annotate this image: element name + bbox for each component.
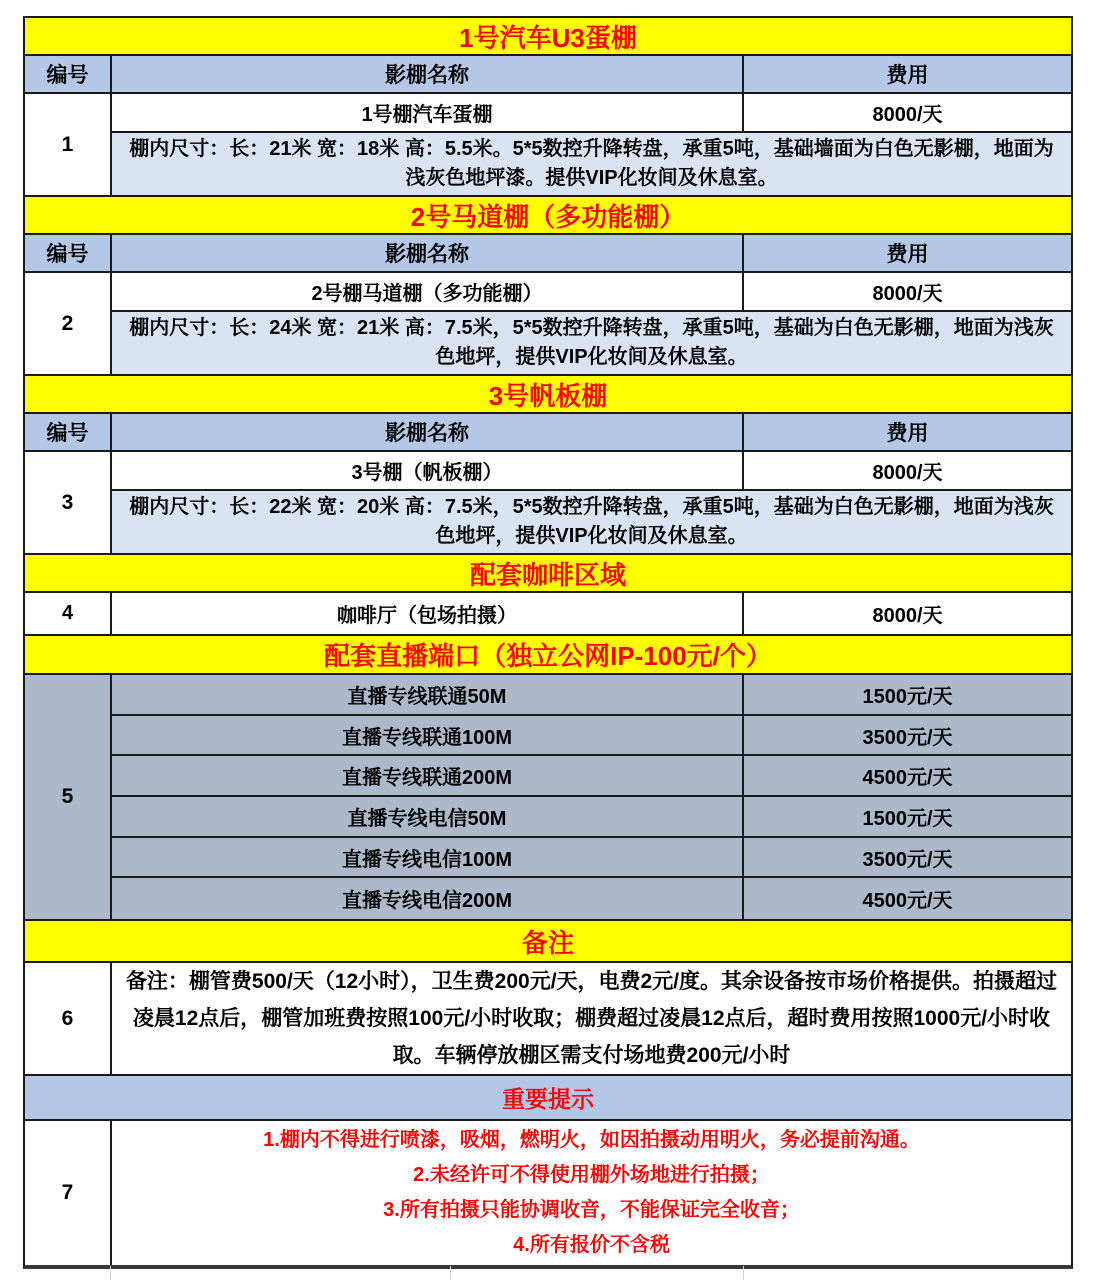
notice-line: 3.所有拍摄只能协调收音，不能保证完全收音；: [383, 1199, 800, 1221]
studio-description: 棚内尺寸：长：24米 宽：21米 高：7.5米，5*5数控升降转盘，承重5吨，基础为白色无影棚，地面为浅灰色地坪，提供VIP化妆间及休息室。: [112, 312, 1071, 374]
section-title-text: 配套直播端口（独立公网IP-100元/个）: [324, 641, 772, 671]
column-header-row: [25, 56, 1071, 94]
section-title-notes: [25, 921, 1071, 963]
broadband-row: [112, 716, 1071, 757]
row-number: 5: [25, 675, 112, 919]
coffee-name: 咖啡厅（包场拍摄）: [112, 593, 744, 634]
section-title-text: 重要提示: [502, 1086, 594, 1112]
row-number: 6: [25, 963, 112, 1074]
section-title-text: 配套咖啡区域: [469, 559, 626, 590]
column-header-row: [25, 235, 1071, 273]
section-title-important: [25, 1076, 1071, 1121]
row-number: 2: [25, 273, 112, 374]
studio3-body: [25, 452, 1071, 555]
section-title-text: 备注: [521, 927, 574, 958]
broadband-price: 4500元/天: [862, 767, 953, 790]
broadband-name: 直播专线电信100M: [112, 838, 744, 877]
col-header-price: 费用: [886, 422, 929, 445]
row-number: 4: [25, 593, 112, 634]
col-header-id: 编号: [25, 56, 112, 92]
col-header-id: 编号: [25, 235, 112, 271]
spreadsheet-gridline: [110, 1266, 111, 1280]
broadband-price: 4500元/天: [862, 890, 953, 913]
broadband-body: [25, 675, 1071, 921]
section-title-studio1: [25, 18, 1071, 56]
section-title-text: 2号马道棚（多功能棚）: [410, 201, 686, 232]
broadband-name: 直播专线电信200M: [112, 878, 744, 919]
col-header-name: 影棚名称: [112, 56, 744, 92]
col-header-price: 费用: [886, 64, 929, 87]
broadband-row: [112, 838, 1071, 879]
col-header-name: 影棚名称: [112, 235, 744, 271]
notice-line: 4.所有报价不含税: [513, 1234, 670, 1256]
column-header-row: [25, 414, 1071, 452]
studio-price: 8000/天: [872, 283, 943, 305]
broadband-row: [112, 797, 1071, 838]
studio-name: 2号棚马道棚（多功能棚）: [112, 273, 744, 310]
row-number: 1: [25, 94, 112, 195]
notes-body: [25, 963, 1071, 1076]
notes-text: 备注：棚管费500/天（12小时），卫生费200元/天，电费2元/度。其余设备按市场价格提供。拍摄超过凌晨12点后，棚管加班费按照100元/小时收取；棚费超过凌晨12点后，超时费用按照1000元/小时收取。车辆停放棚区需支付场地费200元/小时: [112, 963, 1071, 1074]
row-number: 7: [25, 1121, 112, 1265]
studio-name: 3号棚（帆板棚）: [112, 452, 744, 489]
spreadsheet-gridline: [450, 1266, 451, 1280]
broadband-name: 直播专线联通200M: [112, 756, 744, 795]
broadband-row: [112, 878, 1071, 919]
coffee-row: [25, 593, 1071, 636]
broadband-name: 直播专线联通100M: [112, 716, 744, 755]
col-header-id: 编号: [25, 414, 112, 450]
important-body: [25, 1121, 1071, 1265]
notice-line: 2.未经许可不得使用棚外场地进行拍摄；: [413, 1164, 770, 1186]
section-title-studio3: [25, 376, 1071, 414]
coffee-price: 8000/天: [872, 605, 943, 627]
section-title-text: 3号帆板棚: [488, 380, 608, 411]
broadband-name: 直播专线电信50M: [112, 797, 744, 836]
studio1-body: [25, 94, 1071, 197]
col-header-name: 影棚名称: [112, 414, 744, 450]
spreadsheet-gridline: [743, 1266, 744, 1280]
section-title-studio2: [25, 197, 1071, 235]
studio-price: 8000/天: [872, 104, 943, 126]
section-title-broadband: [25, 636, 1071, 675]
col-header-price: 费用: [886, 243, 929, 266]
studio-description: 棚内尺寸：长：22米 宽：20米 高：7.5米，5*5数控升降转盘，承重5吨，基础为白色无影棚，地面为浅灰色地坪，提供VIP化妆间及休息室。: [112, 491, 1071, 553]
section-title-text: 1号汽车U3蛋棚: [459, 22, 637, 53]
studio-price: 8000/天: [872, 462, 943, 484]
broadband-row: [112, 756, 1071, 797]
broadband-price: 1500元/天: [862, 685, 953, 708]
important-notice: [112, 1121, 1071, 1265]
broadband-price: 3500元/天: [862, 726, 953, 749]
row-number: 3: [25, 452, 112, 553]
studio2-body: [25, 273, 1071, 376]
broadband-price: 1500元/天: [862, 807, 953, 830]
broadband-name: 直播专线联通50M: [112, 675, 744, 714]
studio-pricing-table: [23, 16, 1073, 1269]
broadband-row: [112, 675, 1071, 716]
studio-name: 1号棚汽车蛋棚: [112, 94, 744, 131]
notice-line: 1.棚内不得进行喷漆，吸烟，燃明火，如因拍摄动用明火，务必提前沟通。: [263, 1129, 920, 1151]
studio-description: 棚内尺寸：长：21米 宽：18米 高：5.5米。5*5数控升降转盘，承重5吨，基础墙面为白色无影棚，地面为浅灰色地坪漆。提供VIP化妆间及休息室。: [112, 133, 1071, 195]
broadband-price: 3500元/天: [862, 848, 953, 871]
section-title-coffee: [25, 555, 1071, 593]
